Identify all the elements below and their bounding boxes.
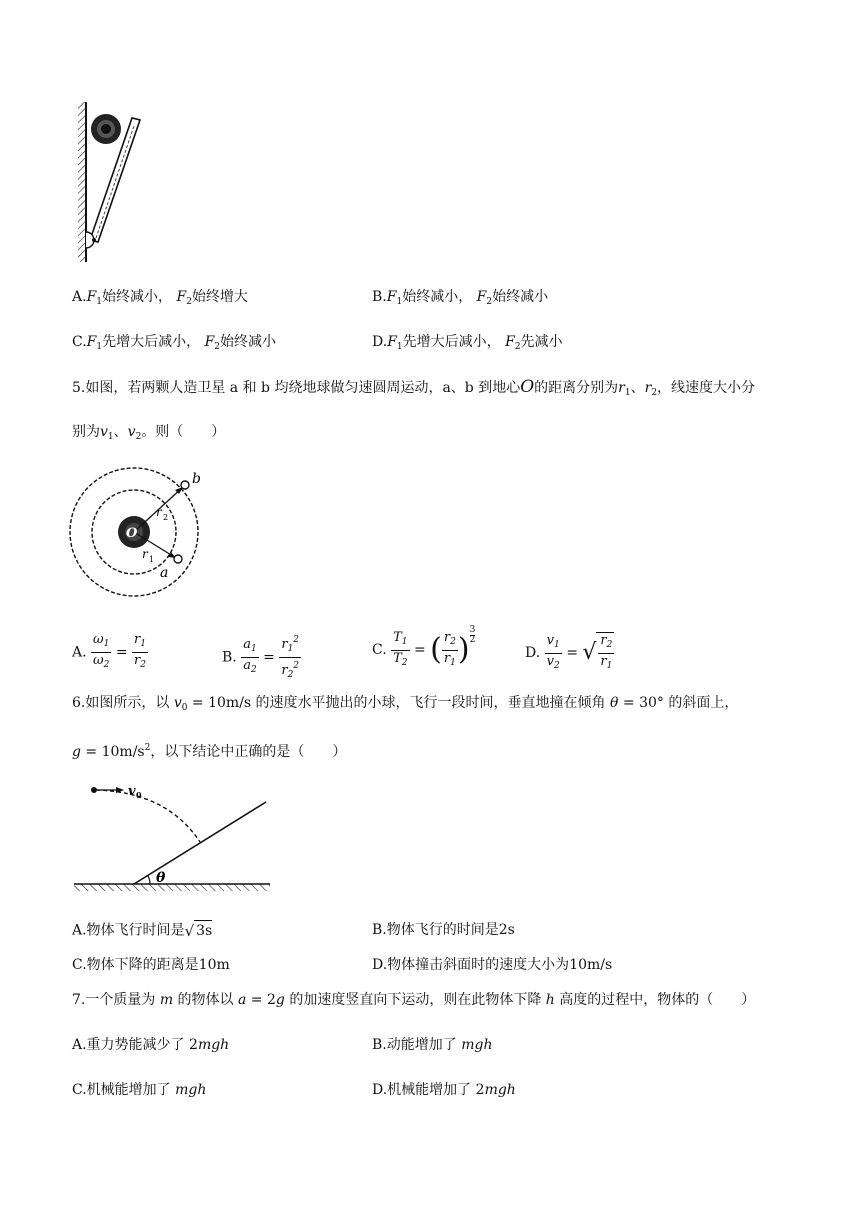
label-r1: r [142, 547, 148, 561]
label-b: b [192, 471, 201, 487]
q6-option-b: B.物体飞行的时间是2s [372, 922, 515, 938]
q5-option-b: B. $\frac{a_1}{a_2}$ = $\frac{r_1^2}{r_2^2}$ [222, 632, 301, 683]
q5-option-c: C. $\frac{T_1}{T_2}$ = ( $\frac{r_2}{r_1}$ ) $\frac{3}{2}$ [372, 625, 476, 668]
q6-option-c: C.物体下降的距离是10m [72, 957, 230, 973]
wall-ball-board-figure [72, 100, 152, 265]
svg-text:1: 1 [149, 555, 155, 564]
q6-option-d: D.物体撞击斜面时的速度大小为10m/s [372, 957, 613, 973]
q6-stem-line-2: $g = 10m/s^2$，以下结论中正确的是（ ） [72, 743, 347, 760]
q7-option-b: B.动能增加了 mgh [372, 1037, 493, 1053]
label-theta: θ [156, 870, 166, 886]
q5-option-d: D. $\frac{v_1}{v_2}$ = √ $\frac{r_2}{r_1}$ [525, 632, 614, 674]
label-r2: r [156, 505, 162, 519]
q5-stem-line-2: 别为$v_1$、$v_2$。则（ ） [72, 424, 226, 442]
projectile-incline-figure [72, 782, 272, 892]
label-O: O [126, 526, 138, 541]
q5-option-a: A. $\frac{\omega_1}{\omega_2}$ = $\frac{r_1}{r_2}$ [72, 632, 146, 670]
q7-option-d: D.机械能增加了 2mgh [372, 1082, 516, 1098]
q4-option-d: $D.F_1$先增大后减小， $F_2$先减小 [372, 334, 563, 352]
satellite-orbit-figure [68, 466, 208, 598]
q6-stem-line-1: 6.如图所示，以 $v_0 = 10m/s$ 的速度水平抛出的小球，飞行一段时间，垂直地撞在倾角 θ = 30° 的斜面上， [72, 695, 739, 713]
q4-option-a: $A.F_1$始终减小， $F_2$始终增大 [72, 289, 248, 307]
q7-option-c: C.机械能增加了 mgh [72, 1082, 207, 1098]
label-v0: v [128, 784, 136, 799]
label-a: a [160, 565, 169, 581]
q4-option-c: $C.F_1$先增大后减小， $F_2$始终减小 [72, 334, 277, 352]
svg-text:0: 0 [136, 790, 142, 800]
q4-option-b: $B.F_1$始终减小， $F_2$始终减小 [372, 289, 549, 307]
q6-option-a: A.物体飞行时间是 √ 3s [72, 921, 213, 940]
q5-stem-line-1: 5.如图，若两颗人造卫星 a 和 b 均绕地球做匀速圆周运动，a、b 到地心O的距离分别为$r_1$、$r_2$，线速度大小分 [72, 377, 756, 398]
q7-stem: 7.一个质量为 m 的物体以 a = 2g 的加速度竖直向下运动，则在此物体下降 h 高度的过程中，物体的（ ） [72, 992, 756, 1008]
svg-text:2: 2 [163, 513, 169, 522]
q7-option-a: A.重力势能减少了 2mgh [72, 1037, 230, 1053]
